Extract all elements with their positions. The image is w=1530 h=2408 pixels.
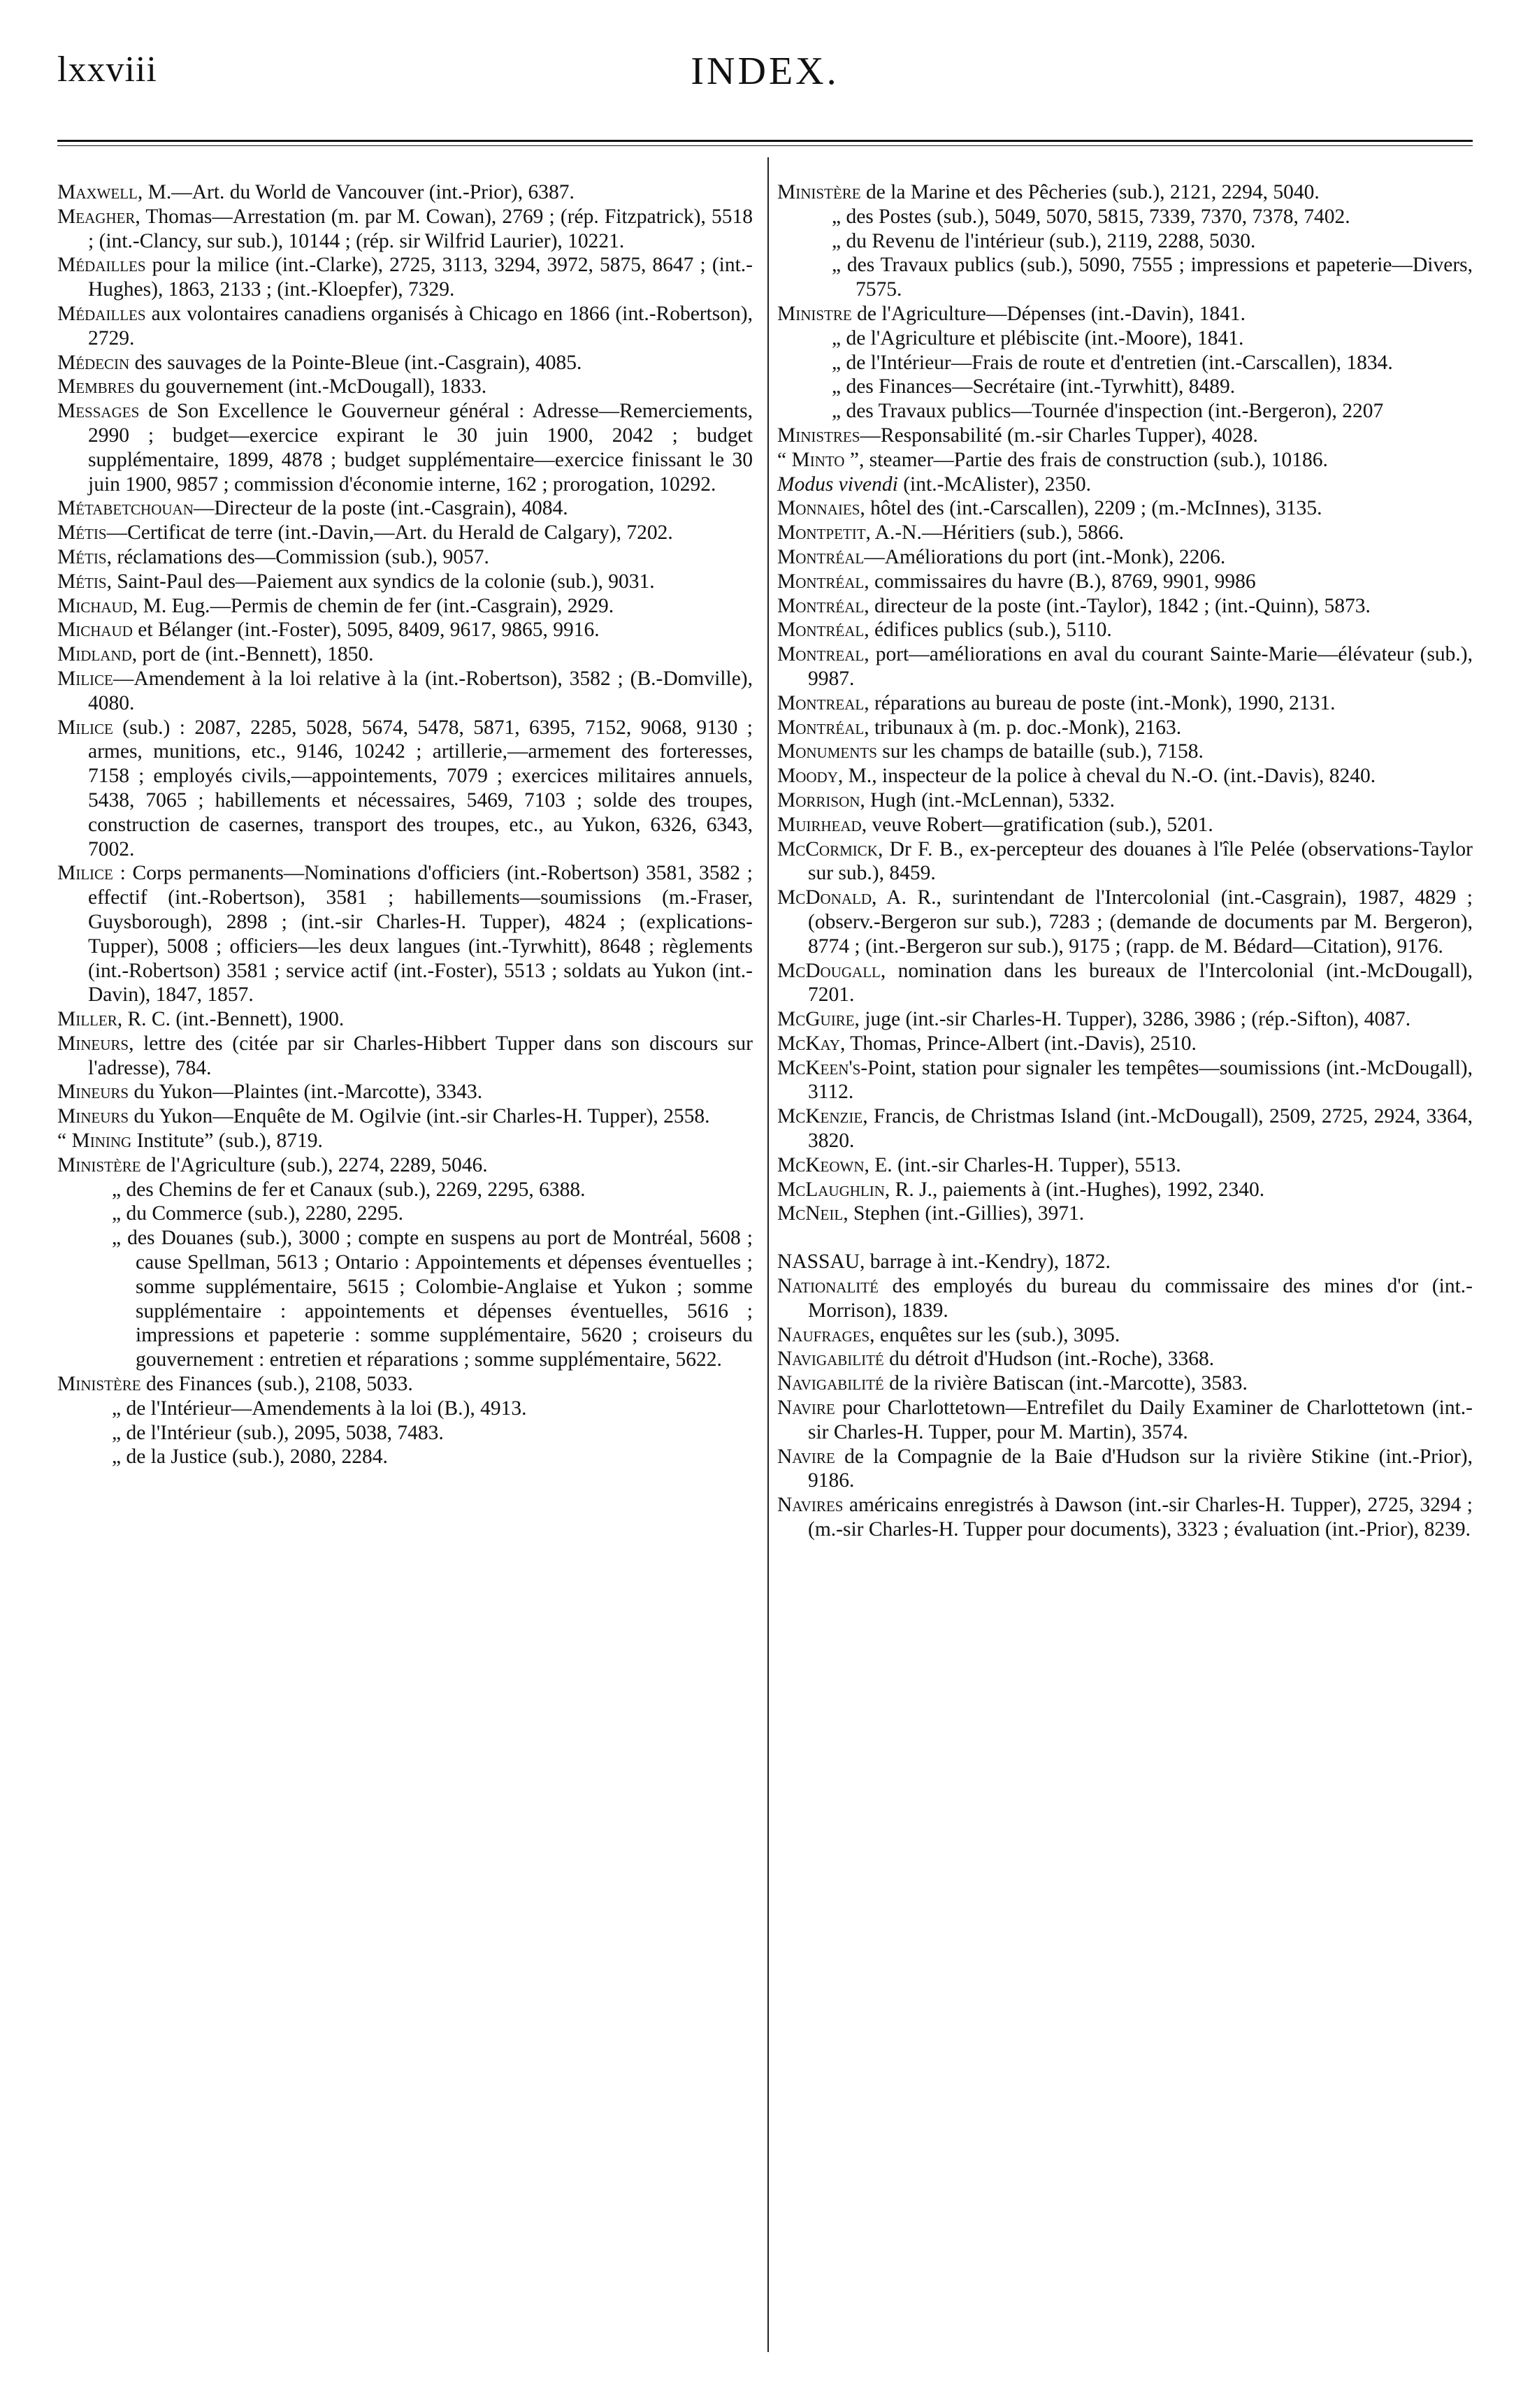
entry-heading: Montréal [777,545,865,568]
index-entry [777,326,1473,351]
entry-heading: Ministère [777,181,861,203]
entry-heading: Miller [57,1008,117,1031]
entry-text: , Saint-Paul des—Paiement aux syndics de la colonie (sub.), 9031. [106,570,655,593]
entry-text: „ des Chemins de fer et Canaux (sub.), 2269, 2295, 6388. [112,1178,586,1201]
entry-text: , juge (int.-sir Charles-H. Tupper), 3286, 3986 ; (rép.-Sifton), 4087. [854,1008,1411,1031]
entry-text: „ de l'Agriculture et plébiscite (int.-Moore), 1841. [832,326,1244,349]
entry-heading: Navigabilité [777,1348,884,1371]
index-entry [777,229,1473,254]
entry-heading: McKenzie [777,1105,863,1128]
entry-text: des employés du bureau du commissaire des mines d'or (int.-Morrison), 1839. [808,1275,1473,1322]
entry-text: , hôtel des (int.-Carscallen), 2209 ; (m.-McInnes), 3135. [860,497,1322,520]
index-entry [777,813,1473,837]
entry-text: —Directeur de la poste (int.-Casgrain), 4084. [193,497,568,520]
entry-text: , Thomas—Arrestation (m. par M. Cowan), 2769 ; (rép. Fitzpatrick), 5518 ; (int.-Clancy, sur sub.), 10144 ; (rép. sir Wilfrid Laurier), 10221. [88,205,753,252]
entry-text: de Son Excellence le Gouverneur général : Adresse—Remerciements, 2990 ; budget—exercice expirant le 30 juin 1900, 2042 ; budget supplémentaire, 1899, 4878 ; budget supplémentaire—exercice finissant le 30 juin 1900, 9857 ; commission d'économie interne, 162 ; prorogation, 10292. [88,400,753,496]
entry-text: , réparations au bureau de poste (int.-Monk), 1990, 2131. [864,691,1336,714]
entry-heading: “ Mining [57,1130,132,1153]
index-entry [777,594,1473,619]
index-entry [57,861,753,1007]
entry-text: , tribunaux à (m. p. doc.-Monk), 2163. [864,716,1182,739]
entry-text: , nomination dans les bureaux de l'Intercolonial (int.-McDougall), 7201. [808,959,1473,1007]
index-entry [57,1080,753,1104]
index-entry [57,399,753,496]
entry-text: „ de l'Intérieur—Frais de route et d'entretien (int.-Carscallen), 1834. [832,351,1393,374]
entry-heading: Montréal [777,570,865,593]
entry-heading: Métabetchouan [57,497,194,520]
index-entry [777,788,1473,813]
entry-text: des Finances (sub.), 2108, 5033. [140,1373,413,1396]
entry-heading: Maxwell [57,181,138,203]
entry-heading: Montréal [777,594,865,617]
index-entry [777,473,1473,497]
index-entry [777,959,1473,1008]
index-entry [777,1007,1473,1032]
entry-text: , E. (int.-sir Charles-H. Tupper), 5513. [864,1153,1181,1176]
entry-heading: Meagher [57,205,136,228]
entry-text: , Francis, de Christmas Island (int.-McDougall), 2509, 2725, 2924, 3364, 3820. [808,1105,1473,1153]
entry-text: de l'Agriculture (sub.), 2274, 2289, 5046. [140,1153,488,1176]
entry-text: , port—améliorations en aval du courant Sainte-Marie—élévateur (sub.), 9987. [808,643,1473,690]
index-entry [777,424,1473,448]
entry-heading: McLaughlin [777,1178,885,1201]
entry-text: , port de (int.-Bennett), 1850. [131,643,374,666]
entry-heading: Montréal [777,619,865,642]
index-entry [57,545,753,570]
entry-text: , commissaires du havre (B.), 8769, 9901, 9986 [864,570,1256,593]
index-entry [57,521,753,545]
entry-heading: Monuments [777,740,877,763]
index-entry [57,1226,753,1372]
entry-heading: Ministère [57,1153,141,1176]
index-entry [777,1250,1473,1274]
entry-text: , R. J., paiements à (int.-Hughes), 1992, 2340. [884,1178,1265,1201]
index-entry [777,205,1473,229]
index-entry [777,886,1473,958]
entry-heading: McCormick [777,837,878,860]
entry-text: , Hugh (int.-McLennan), 5332. [860,788,1115,812]
index-entry [57,351,753,375]
index-entry [777,1396,1473,1445]
entry-text: (int.-McAlister), 2350. [897,473,1091,496]
entry-heading: Mineurs [57,1081,129,1104]
entry-text: américains enregistrés à Dawson (int.-sir Charles-H. Tupper), 2725, 3294 ; (m.-sir Charles-H. Tupper pour documents), 3323 ; évaluation (int.-Prior), 8239. [808,1494,1473,1541]
entry-heading: Ministère [57,1373,141,1396]
entry-heading: Nationalité [777,1275,879,1298]
index-column-left [57,180,753,1469]
entry-text: „ des Travaux publics (sub.), 5090, 7555 ; impressions et papeterie—Divers, 7575. [832,254,1473,301]
entry-heading: Navigabilité [777,1372,884,1395]
index-entry [57,594,753,619]
entry-text: aux volontaires canadiens organisés à Chicago en 1866 (int.-Robertson), 2729. [88,302,753,349]
entry-text: „ de l'Intérieur (sub.), 2095, 5038, 7483. [112,1421,444,1444]
index-entry [57,302,753,351]
entry-heading: Midland [57,643,132,666]
entry-heading: Michaud [57,619,133,642]
entry-text: (sub.) : 2087, 2285, 5028, 5674, 5478, 5871, 6395, 7152, 9068, 9130 ; armes, munitions, etc., 9146, 10242 ; artillerie,—armement des forteresses, 7158 ; employés civils,—appointements, 7079 ; exercices militaires annuels, 5438, 7065 ; habillements et nécessaires, 5469, 7103 ; solde des troupes, construction de casernes, transport des troupes, etc., au Yukon, 6326, 6343, 7002. [88,716,753,860]
index-entry [57,1032,753,1081]
index-entry [777,691,1473,716]
entry-text: de la rivière Batiscan (int.-Marcotte), 3583. [883,1372,1248,1395]
index-column-right [777,180,1473,1542]
index-entry [777,448,1473,473]
entry-heading: “ Minto [777,448,845,471]
index-entry [777,180,1473,205]
entry-text: , Dr F. B., ex-percepteur des douanes à l'île Pelée (observations-Taylor sur sub.), 8459. [808,837,1473,885]
entry-heading: Montreal [777,643,865,666]
entry-text: : Corps permanents—Nominations d'officiers (int.-Robertson) 3581, 3582 ; effectif (int.-Robertson), 3581 ; habillements—soumissions (m.-Fraser, Guysborough), 2898 ; (int.-sir Charles-H. Tupper), 4824 ; (explications-Tupper), 5008 ; officiers—les deux langues (int.-Tyrwhitt), 8648 ; règlements (int.-Robertson) 3581 ; service actif (int.-Foster), 5513 ; soldats au Yukon (int.-Davin), 1847, 1857. [88,862,753,1007]
entry-text: Institute” (sub.), 8719. [131,1130,323,1153]
entry-heading: Mineurs [57,1105,129,1128]
entry-heading: Médailles [57,302,146,325]
index-entry [777,545,1473,570]
index-entry [57,1397,753,1421]
index-entry [57,1202,753,1226]
entry-heading: Muirhead [777,813,862,836]
entry-text: „ du Revenu de l'intérieur (sub.), 2119, 2288, 5030. [832,229,1256,252]
entry-text: , édifices publics (sub.), 5110. [864,619,1112,642]
entry-heading: Morrison [777,788,860,812]
entry-text: du Yukon—Plaintes (int.-Marcotte), 3343. [129,1081,483,1104]
index-entry [57,667,753,716]
entry-heading: McKeown [777,1153,865,1176]
index-entry [57,716,753,862]
header-rule [57,140,1473,142]
entry-text: du Yukon—Enquête de M. Ogilvie (int.-sir Charles-H. Tupper), 2558. [129,1105,710,1128]
entry-heading: Médailles [57,254,146,277]
index-entry [777,1202,1473,1226]
index-entry [777,496,1473,521]
index-entry [777,302,1473,326]
index-entry [57,570,753,594]
index-entry [777,253,1473,302]
entry-text: , Thomas, Prince-Albert (int.-Davis), 2510. [839,1032,1197,1055]
entry-text: , A. R., surintendant de l'Intercolonial (int.-Casgrain), 1987, 4829 ; (observ.-Bergeron sur sub.), 7283 ; (demande de documents par M. Bergeron), 8774 ; (int.-Bergeron sur sub.), 9175 ; (rapp. de M. Bédard—Citation), 9176. [808,886,1473,958]
entry-text: , réclamations des—Commission (sub.), 9057. [106,545,489,568]
entry-heading: Montréal [777,716,865,739]
entry-heading: Médecin [57,351,130,374]
entry-heading: Naufrages [777,1323,870,1346]
entry-heading: McDougall [777,959,881,982]
index-entry [777,1178,1473,1202]
entry-text: , M.—Art. du World de Vancouver (int.-Prior), 6387. [137,181,575,203]
entry-text: de la Compagnie de la Baie d'Hudson sur la rivière Stikine (int.-Prior), 9186. [808,1445,1473,1492]
entry-text: „ des Travaux publics—Tournée d'inspection (int.-Bergeron), 2207 [832,400,1384,423]
index-entry [777,1274,1473,1323]
index-entry [777,1323,1473,1348]
index-entry [777,764,1473,788]
entry-text: „ de la Justice (sub.), 2080, 2284. [112,1445,388,1469]
entry-heading: McKeen's [777,1056,861,1079]
index-entry [57,1104,753,1129]
entry-text: —Améliorations du port (int.-Monk), 2206. [864,545,1226,568]
entry-text: „ des Finances—Secrétaire (int.-Tyrwhitt), 8489. [832,375,1236,398]
index-entry [777,399,1473,424]
index-entry [57,618,753,642]
index-entry [57,1421,753,1445]
entry-text: ”, steamer—Partie des frais de construction (sub.), 10186. [844,448,1328,471]
entry-heading: Milice [57,667,113,690]
entry-text: —Amendement à la loi relative à la (int.-Robertson), 3582 ; (B.-Domville), 4080. [88,667,753,714]
entry-heading: McGuire [777,1008,855,1031]
index-entry [57,180,753,205]
entry-text: , Stephen (int.-Gillies), 3971. [843,1202,1085,1225]
entry-text: , lettre des (citée par sir Charles-Hibbert Tupper dans son discours sur l'adresse), 784. [88,1032,753,1079]
entry-text: , A.-N.—Héritiers (sub.), 5866. [865,521,1125,545]
index-entry [777,642,1473,691]
index-entry [57,1372,753,1397]
entry-text: du gouvernement (int.-McDougall), 1833. [134,375,487,398]
entry-heading: Membres [57,375,135,398]
column-divider [767,157,769,2352]
entry-text: , barrage à int.-Kendry), 1872. [860,1250,1111,1274]
index-entry [57,1445,753,1469]
entry-heading: Mineurs [57,1032,129,1055]
entry-heading: Monnaies [777,497,860,520]
entry-heading: Modus vivendi [777,473,898,496]
entry-text: —Responsabilité (m.-sir Charles Tupper), 4028. [860,424,1258,447]
entry-text: du détroit d'Hudson (int.-Roche), 3368. [883,1348,1215,1371]
index-entry [777,1371,1473,1396]
index-entry [57,1129,753,1153]
entry-text: de la Marine et des Pêcheries (sub.), 2121, 2294, 5040. [860,181,1320,203]
index-entry [777,375,1473,399]
entry-text: sur les champs de bataille (sub.), 7158. [876,740,1204,763]
entry-text: „ des Postes (sub.), 5049, 5070, 5815, 7339, 7370, 7378, 7402. [832,205,1350,228]
entry-heading: Navires [777,1494,844,1517]
entry-heading: Michaud [57,594,133,617]
index-entry [57,375,753,399]
entry-heading: Navire [777,1397,835,1420]
index-entry [57,1007,753,1032]
entry-text: —Certificat de terre (int.-Davin,—Art. du Herald de Calgary), 7202. [106,521,673,545]
index-entry [777,618,1473,642]
index-entry [57,496,753,521]
header-rule-thin [57,145,1473,146]
index-entry [777,837,1473,886]
index-entry [57,1153,753,1178]
index-entry [777,1347,1473,1371]
entry-heading: Navire [777,1445,835,1468]
entry-heading: Métis [57,545,107,568]
entry-heading: Montreal [777,691,865,714]
entry-text: „ de l'Intérieur—Amendements à la loi (B.), 4913. [112,1397,527,1420]
entry-heading: Moody [777,765,838,788]
entry-text: , veuve Robert—gratification (sub.), 5201. [861,813,1213,836]
entry-text: pour Charlottetown—Entrefilet du Daily Examiner de Charlottetown (int.-sir Charles-H. Tupper, pour M. Martin), 3574. [808,1397,1473,1443]
entry-text: pour la milice (int.-Clarke), 2725, 3113, 3294, 3972, 5875, 8647 ; (int.-Hughes), 1863, 2133 ; (int.-Kloepfer), 7329. [88,254,753,301]
index-entry [57,253,753,302]
entry-heading: Messages [57,400,140,423]
index-entry [57,1178,753,1202]
entry-heading: Milice [57,862,113,885]
entry-heading: NASSAU [777,1250,860,1274]
entry-text: , M. Eug.—Permis de chemin de fer (int.-Casgrain), 2929. [132,594,614,617]
entry-heading: McDonald [777,886,872,909]
entry-text: des sauvages de la Pointe-Bleue (int.-Casgrain), 4085. [129,351,582,374]
entry-heading: Montpetit [777,521,866,545]
entry-text: „ du Commerce (sub.), 2280, 2295. [112,1202,404,1225]
index-entry [777,716,1473,740]
entry-text: , enquêtes sur les (sub.), 3095. [869,1323,1120,1346]
entry-text: -Point, station pour signaler les tempêtes—soumissions (int.-McDougall), 3112. [808,1056,1473,1104]
index-entry [57,642,753,667]
index-entry [777,1056,1473,1105]
index-entry [777,570,1473,594]
entry-text: , M., inspecteur de la police à cheval du N.-O. (int.-Davis), 8240. [837,765,1376,788]
index-entry [777,521,1473,545]
entry-heading: Ministre [777,302,852,325]
entry-text: , R. C. (int.-Bennett), 1900. [117,1008,345,1031]
index-entry [777,740,1473,764]
page-header [57,49,1473,112]
entry-heading: McKay [777,1032,840,1055]
entry-heading: Métis [57,570,107,593]
index-entry [777,1104,1473,1153]
entry-text: de l'Agriculture—Dépenses (int.-Davin), 1841. [851,302,1246,325]
page-title: INDEX. [691,50,839,93]
entry-heading: Ministres [777,424,860,447]
entry-heading: Milice [57,716,113,739]
index-entry [777,1493,1473,1542]
entry-text: „ des Douanes (sub.), 3000 ; compte en suspens au port de Montréal, 5608 ; cause Spellman, 5613 ; Ontario : Appointements et dépenses éventuelles ; somme supplémentaire, 5615 ; Colombie-Anglaise et Yukon ; somme supplémentaire : appointements et dépenses éventuelles, 5616 ; impressions et papeterie : somme supplémentaire, 5620 ; croiseurs du gouvernement : entretien et réparations ; somme supplémentaire, 5622. [112,1227,753,1371]
index-entry [777,1153,1473,1178]
entry-text: , directeur de la poste (int.-Taylor), 1842 ; (int.-Quinn), 5873. [864,594,1371,617]
index-entry [777,351,1473,375]
entry-heading: Métis [57,521,107,545]
index-entry [777,1445,1473,1494]
index-entry [57,205,753,254]
page-number: lxxviii [57,50,157,89]
index-entry [777,1032,1473,1056]
entry-heading: McNeil [777,1202,844,1225]
entry-text: et Bélanger (int.-Foster), 5095, 8409, 9617, 9865, 9916. [132,619,600,642]
